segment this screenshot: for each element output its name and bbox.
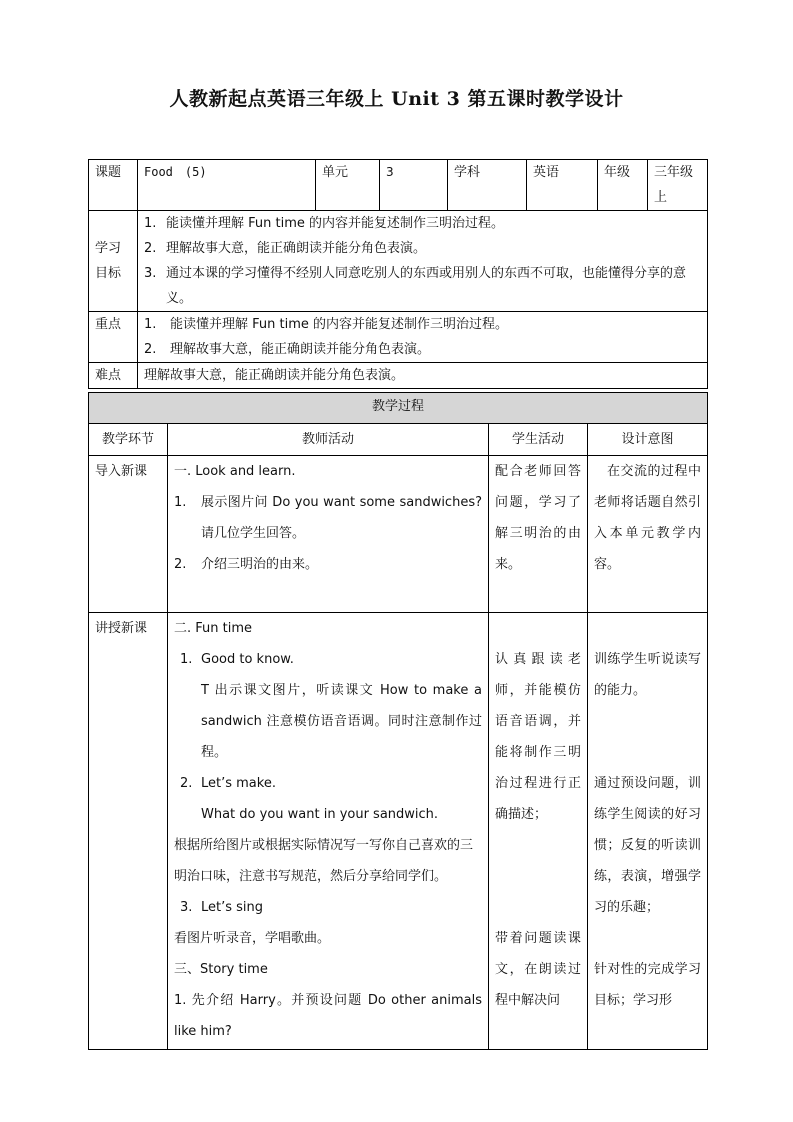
student-activity-intro: 配合老师回答问题，学习了解三明治的由来。	[489, 456, 588, 613]
unit-label: 单元	[316, 160, 380, 211]
section-heading: 一. Look and learn.	[174, 464, 296, 479]
column-header-teacher: 教师活动	[168, 424, 489, 456]
process-header: 教学过程	[89, 393, 708, 424]
goals-list	[138, 211, 708, 312]
design-intent-intro: 在交流的过程中老师将话题自然引入本单元教学内容。	[588, 456, 708, 613]
section-heading: 二. Fun time	[174, 621, 253, 636]
grade-value: 三年级上	[648, 160, 708, 211]
teacher-activity-new	[168, 613, 489, 1050]
key-points-list	[138, 312, 708, 363]
discipline-value: 英语	[527, 160, 598, 211]
difficulty-label: 难点	[89, 363, 138, 389]
column-header-student: 学生活动	[489, 424, 588, 456]
goals-label: 学习目标	[89, 211, 138, 312]
paragraph: 根据所给图片或根据实际情况写一写你自己喜欢的三明治口味，注意书写规范，然后分享给同学们。	[174, 838, 474, 884]
paragraph: 看图片听录音，学唱歌曲。	[174, 931, 331, 946]
goal-item: 3. 通过本课的学习懂得不经别人同意吃别人的东西或用别人的东西不可取，也能懂得分享的意义。	[144, 266, 687, 306]
student-activity-text: 认真跟读老师，并能模仿语音语调，并能将制作三明治过程进行正确描述；	[495, 652, 581, 822]
lesson-info-table	[88, 159, 708, 389]
key-points-label: 重点	[89, 312, 138, 363]
list-item: 2. 介绍三明治的由来。	[174, 557, 319, 572]
stage-intro: 导入新课	[89, 456, 168, 613]
topic-value: Food (5)	[138, 160, 316, 211]
key-point-item: 2. 理解故事大意，能正确朗读并能分角色表演。	[144, 342, 431, 357]
paragraph: 1. 先介绍 Harry。并预设问题 Do other animals like him?	[174, 993, 482, 1039]
topic-label: 课题	[89, 160, 138, 211]
teacher-activity-intro	[168, 456, 489, 613]
grade-label: 年级	[598, 160, 648, 211]
goal-item: 1. 能读懂并理解 Fun time 的内容并能复述制作三明治过程。	[144, 216, 505, 231]
student-activity-text: 带着问题读课文，在朗读过程中解决问	[495, 931, 581, 1008]
paragraph: What do you want in your sandwich.	[201, 807, 439, 822]
discipline-label: 学科	[448, 160, 527, 211]
list-item: 3. Let’s sing	[180, 900, 264, 915]
design-intent-text: 训练学生听说读写的能力。	[594, 652, 702, 698]
list-item: 1. 展示图片问 Do you want some sandwiches? 请几位学生回答。	[174, 495, 482, 541]
key-point-item: 1. 能读懂并理解 Fun time 的内容并能复述制作三明治过程。	[144, 317, 509, 332]
column-header-intent: 设计意图	[588, 424, 708, 456]
design-intent-text: 针对性的完成学习目标；学习形	[594, 962, 702, 1008]
list-item: 2. Let’s make.	[180, 776, 276, 791]
student-activity-new	[489, 613, 588, 1050]
paragraph: T 出示课文图片，听读课文 How to make a sandwich 注意模仿语音语调。同时注意制作过程。	[201, 683, 482, 760]
unit-value: 3	[380, 160, 448, 211]
design-intent-new	[588, 613, 708, 1050]
goal-item: 2. 理解故事大意，能正确朗读并能分角色表演。	[144, 241, 427, 256]
design-intent-text: 通过预设问题，训练学生阅读的好习惯；反复的听读训练，表演，增强学习的乐趣；	[594, 776, 702, 915]
column-header-stage: 教学环节	[89, 424, 168, 456]
list-item: 1. Good to know.	[180, 652, 294, 667]
teaching-process-table	[88, 392, 708, 1050]
section-heading: 三、Story time	[174, 962, 268, 977]
page-title: 人教新起点英语三年级上 Unit 3 第五课时教学设计	[169, 88, 624, 110]
difficulty-text: 理解故事大意，能正确朗读并能分角色表演。	[138, 363, 708, 389]
stage-new-lesson: 讲授新课	[89, 613, 168, 1050]
